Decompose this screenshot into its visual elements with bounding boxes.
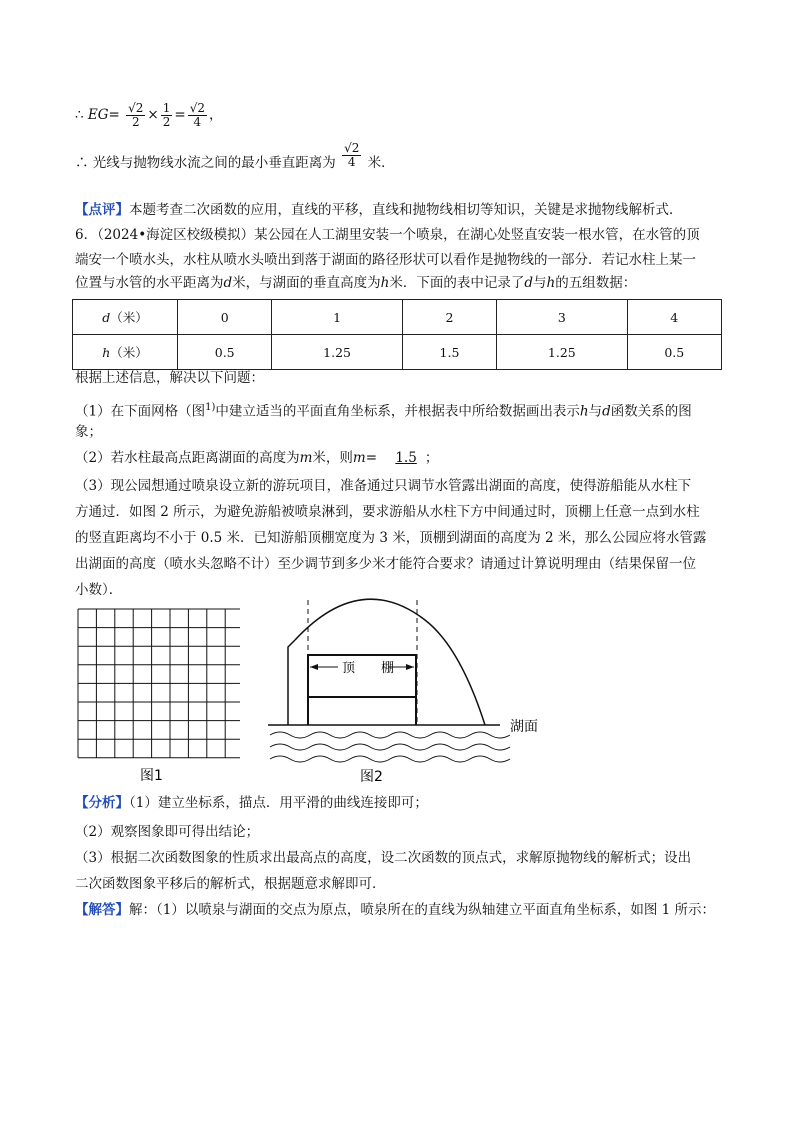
figure-1-caption: 图1 bbox=[140, 768, 163, 784]
table-cell: 4 bbox=[627, 300, 721, 335]
comment-line: 【点评】本题考查二次函数的应用，直线的平移，直线和抛物线相切等知识，关键是求抛物线解析式． bbox=[75, 202, 683, 218]
lake-label: 湖面 bbox=[510, 719, 538, 735]
analysis-line4: 二次函数图象平移后的解析式，根据题意求解即可． bbox=[75, 876, 386, 892]
question-6-line2: 端安一个喷水头，水柱从喷水头喷出到落于湖面的路径形状可以看作是抛物线的一部分．若记水柱上某一 bbox=[75, 252, 696, 268]
conclusion-line: ∴ 光线与抛物线水流之间的最小垂直距离为 $\frac{√2}{4}$ 米． bbox=[75, 141, 395, 171]
table-cell: 3 bbox=[497, 300, 627, 335]
row-header-d: d（米） bbox=[73, 300, 178, 335]
fraction: $\frac{√2}{4}$ bbox=[189, 101, 205, 129]
figure-2-diagram bbox=[260, 585, 560, 785]
analysis-line3: （3）根据二次函数图象的性质求出最高点的高度，设二次函数的顶点式，求解原抛物线的解析式；设出 bbox=[75, 850, 692, 866]
question-6-line1: 6．（2024•海淀区校级模拟）某公园在人工湖里安装一个喷泉，在湖心处竖直安装一根水管，在水管的顶 bbox=[75, 227, 700, 243]
part-3-line5: 小数）． bbox=[75, 582, 123, 598]
table-cell: 1.5 bbox=[402, 335, 496, 370]
part-3-line2: 方通过．如图 2 所示，为避免游船被喷泉淋到，要求游船从水柱下方中间通过时，顶棚上任意一点到水柱 bbox=[75, 504, 700, 520]
table-cell: 0.5 bbox=[627, 335, 721, 370]
figure-1-grid bbox=[70, 605, 240, 785]
part-3-line3: 的竖直距离均不小于 0.5 米．已知游船顶棚宽度为 3 米，顶棚到湖面的高度为 2 米，那么公园应将水管露 bbox=[75, 530, 707, 546]
canopy-label: 顶 棚 bbox=[342, 661, 395, 676]
fraction: $\frac{√2}{4}$ bbox=[344, 141, 360, 169]
data-table bbox=[72, 299, 722, 370]
analysis-line1: 【分析】（1）建立坐标系，描点．用平滑的曲线连接即可； bbox=[75, 795, 428, 811]
table-cell: 2 bbox=[402, 300, 496, 335]
table-cell: 0 bbox=[178, 300, 272, 335]
figure-2-caption: 图2 bbox=[360, 769, 383, 785]
table-row bbox=[73, 335, 722, 370]
table-cell: 0.5 bbox=[178, 335, 272, 370]
table-cell: 1 bbox=[272, 300, 402, 335]
part-3-line4: 出湖面的高度（喷水头忽略不计）至少调节到多少米才能符合要求？请通过计算说明理由（结果保留一位 bbox=[75, 556, 696, 572]
intro-line: 根据上述信息，解决以下问题： bbox=[75, 370, 264, 386]
fraction: $\frac{√2}{2}$ bbox=[128, 101, 144, 129]
table-row bbox=[73, 300, 722, 335]
table-cell: 1.25 bbox=[497, 335, 627, 370]
water-pipe bbox=[288, 640, 295, 725]
answer-blank: 1.5 bbox=[395, 450, 417, 466]
answer-line: 【解答】解：（1）以喷泉与湖面的交点为原点，喷泉所在的直线为纵轴建立平面直角坐标系，如图 1 所示： bbox=[75, 902, 716, 918]
analysis-line2: （2）观察图象即可得出结论； bbox=[75, 824, 260, 840]
part-3-line1: （3）现公园想通过喷泉设立新的游玩项目，准备通过只调节水管露出湖面的高度，使得游船能从水柱下 bbox=[75, 478, 692, 494]
part-1-line: （1）在下面网格（图$^{1)}$中建立适当的平面直角坐标系，并根据表中所给数据画出表示h与d函数关系的图 bbox=[75, 402, 692, 420]
table-cell: 1.25 bbox=[272, 335, 402, 370]
fraction: $\frac{1}{2}$ bbox=[162, 101, 171, 129]
part-2-line: （2）若水柱最高点距离湖面的高度为m米，则m= 1.5 ； bbox=[75, 450, 439, 466]
question-6-line3: 位置与水管的水平距离为d米，与湖面的垂直高度为h米．下面的表中记录了d与h的五组数据： bbox=[75, 275, 637, 291]
part-1-cont: 象； bbox=[75, 424, 102, 440]
row-header-h: h（米） bbox=[73, 335, 178, 370]
formula-eg: ∴ EG= $\frac{√2}{2}$ × $\frac{1}{2}$ = $\frac{√2}{4}$ ， bbox=[75, 101, 223, 129]
